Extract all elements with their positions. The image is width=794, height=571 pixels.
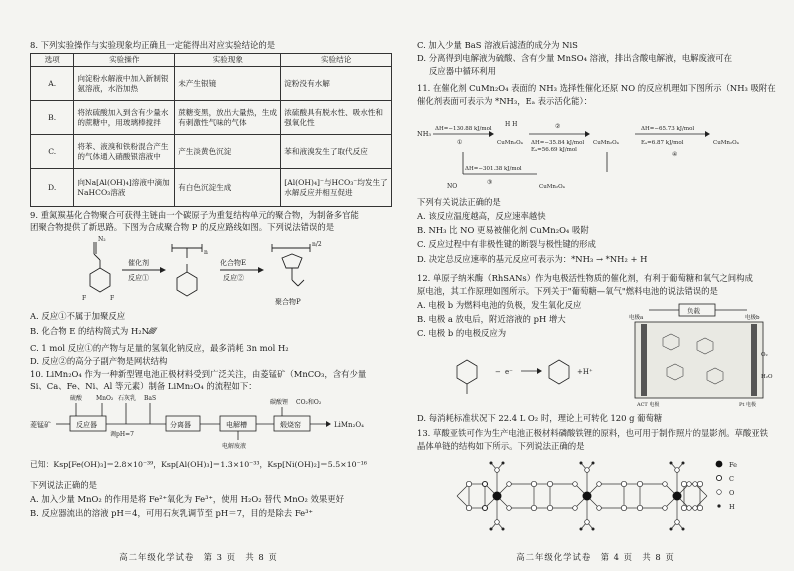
oxygen-atom bbox=[675, 468, 680, 473]
reagent-sulfuric: 硫酸 bbox=[70, 395, 83, 402]
q11-option-d: D. 决定总反应速率的基元反应可表示为：*NH₃ → *NH₂ + H bbox=[417, 254, 648, 264]
electrolyte-label: 电解废液 bbox=[222, 443, 247, 450]
product-label: 聚合物P bbox=[275, 298, 301, 306]
q11-option-c: C. 反应过程中有非极性键的断裂与极性键的形成 bbox=[417, 239, 596, 249]
carbon-atom bbox=[697, 505, 702, 510]
carbon-atom bbox=[466, 505, 471, 510]
hydrogen-atom bbox=[592, 528, 595, 531]
monomer-structure bbox=[90, 242, 110, 292]
row-conclusion: 浓硫酸具有脱水性、吸水性和强氧化性 bbox=[281, 101, 392, 135]
q10-option-b: B. 反应器流出的溶液 pH＝4，可用石灰乳调节至 pH＝7，目的是除去 Fe³⁺ bbox=[30, 508, 313, 518]
q10-option-a: A. 加入少量 MnO₂ 的作用是将 Fe²⁺氧化为 Fe³⁺，使用 H₂O₂ 替代 MnO₂ 效果更好 bbox=[30, 494, 344, 504]
step-3-label: ③ bbox=[487, 179, 493, 186]
cat-label-1: CuMn₂O₄ bbox=[497, 140, 523, 146]
oxygen-atom bbox=[663, 506, 668, 511]
step-1-label: ① bbox=[457, 139, 463, 146]
ea4-label: Eₐ=6.87 kJ/mol bbox=[641, 140, 684, 146]
minus-electron: − bbox=[495, 368, 501, 376]
oxygen-atom bbox=[687, 482, 692, 487]
hydrogen-atom bbox=[502, 528, 505, 531]
hydrogen-atom bbox=[592, 462, 595, 465]
header-operation: 实验操作 bbox=[74, 54, 175, 67]
n2-subscript-label: n/2 bbox=[312, 241, 322, 248]
carbon-atom bbox=[637, 505, 642, 510]
q12-stem-1: 12. 单原子纳米酶（RhSANs）作为电极活性物质的催化剂，有利于葡萄糖和氧气之间构成 bbox=[417, 273, 753, 283]
carbon-atom bbox=[681, 481, 686, 486]
q10-stem-2: Si、Ca、Fe、Ni、Al 等元素）制备 LiMn₂O₄ 的流程如下： bbox=[30, 381, 257, 391]
carbon-atom bbox=[637, 481, 642, 486]
catalyst-label: 催化剂 bbox=[128, 259, 149, 267]
load-label: 负载 bbox=[687, 307, 700, 315]
carbon-atom bbox=[697, 481, 702, 486]
legend-o-marker bbox=[717, 490, 722, 495]
hydrogen-atom bbox=[490, 528, 493, 531]
iron-atom bbox=[583, 492, 592, 501]
q10-stem-1: 10. LiMn₂O₄ 作为一种新型锂电池正极材料受到广泛关注，由菱锰矿（MnCO₃，含有少量 bbox=[30, 369, 367, 379]
q12-fuel-cell-diagram bbox=[627, 298, 773, 410]
product-structure bbox=[272, 244, 310, 286]
row-phenomenon: 蔗糖变黑，放出大量热，生成有刺激性气味的气体 bbox=[175, 101, 281, 135]
legend-fe-marker bbox=[716, 461, 723, 468]
hplus-label: +H⁺ bbox=[577, 368, 593, 376]
pt-electrode-label: Pt 电极 bbox=[739, 402, 756, 408]
q12-stem-2: 原电池，其工作原理如图所示。下列关于"葡萄糖—氧气"燃料电池的说法错误的是 bbox=[417, 286, 718, 296]
hydrogen-atom bbox=[670, 462, 673, 465]
reaction-arrow-head bbox=[537, 368, 542, 374]
chain-atoms bbox=[466, 462, 702, 531]
reactor-label: 反应器 bbox=[76, 421, 97, 429]
legend-o-label: O bbox=[729, 489, 735, 497]
row-operation: 将苯、液溴和铁粉混合产生的气体通入硝酸银溶液中 bbox=[74, 135, 175, 169]
oxygen-atom bbox=[693, 506, 698, 511]
cat-label-3: CuMn₂O₄ bbox=[539, 184, 565, 190]
carbon-atom bbox=[547, 505, 552, 510]
table-row bbox=[31, 169, 392, 207]
q11-option-a: A. 该反应温度越高，反应速率越快 bbox=[417, 211, 546, 221]
q12-option-a: A. 电极 b 为燃料电池的负极，发生氧化反应 bbox=[417, 300, 582, 310]
row-conclusion: [Al(OH)₄]⁻与HCO₃⁻均发生了水解反应并相互促进 bbox=[281, 169, 392, 207]
oxygen-atom bbox=[597, 506, 602, 511]
hydrogen-atom bbox=[682, 528, 685, 531]
step1-label: 反应① bbox=[128, 274, 149, 282]
oxygen-atom bbox=[573, 482, 578, 487]
hydrogen-atom bbox=[682, 462, 685, 465]
table-row bbox=[31, 67, 392, 101]
oxygen-atom bbox=[693, 482, 698, 487]
row-phenomenon: 未产生银镜 bbox=[175, 67, 281, 101]
q9-option-d: D. 反应②的高分子副产物是网状结构 bbox=[30, 356, 168, 366]
row-operation: 向淀粉水解液中加入新制银氨溶液，水浴加热 bbox=[74, 67, 175, 101]
oxygen-atom bbox=[675, 520, 680, 525]
electron-label: e⁻ bbox=[505, 368, 513, 376]
table-row bbox=[31, 101, 392, 135]
calciner-label: 煅烧窑 bbox=[280, 421, 301, 429]
mechanism-arrow-head bbox=[705, 131, 710, 137]
hydrogen-atom bbox=[502, 462, 505, 465]
q9-option-b: B. 化合物 E 的结构简式为 H₂N⁄⁄⁄⁄⁄ bbox=[30, 326, 156, 336]
row-conclusion: 苯和液溴发生了取代反应 bbox=[281, 135, 392, 169]
n2-label: N₂ bbox=[98, 236, 106, 243]
row-phenomenon: 有白色沉淀生成 bbox=[175, 169, 281, 207]
oxygen-atom bbox=[483, 482, 488, 487]
q13-stem-1: 13. 草酸亚铁可作为生产电池正极材料磷酸铁锂的原料，也可用于制作照片的显影剂。草酸亚铁 bbox=[417, 428, 768, 438]
oxygen-atom bbox=[663, 482, 668, 487]
header-conclusion: 实验结论 bbox=[281, 54, 392, 67]
oxygen-atom bbox=[495, 520, 500, 525]
q8-stem: 8. 下列实验操作与实验现象均正确且一定能得出对应实验结论的是 bbox=[30, 40, 276, 50]
header-option: 选项 bbox=[31, 54, 74, 67]
carbon-atom bbox=[531, 481, 536, 486]
oxygen-atom bbox=[585, 468, 590, 473]
oxygen-atom bbox=[483, 506, 488, 511]
mechanism-arrow-head bbox=[585, 131, 590, 137]
q10-option-d-1: D. 分离得到电解液为硫酸、含有少量 MnSO₄ 溶液，排出含酸电解液，电解废液可在 bbox=[417, 53, 732, 63]
iron-atom bbox=[493, 492, 502, 501]
row-conclusion: 淀粉没有水解 bbox=[281, 67, 392, 101]
q10-ksp: 已知：Ksp[Fe(OH)₃]＝2.8×10⁻³⁹，Ksp[Al(OH)₃]＝1.3×10⁻³³，Ksp[Ni(OH)₂]＝5.5×10⁻¹⁶ bbox=[30, 460, 367, 469]
oxygen-atom bbox=[507, 506, 512, 511]
hydrogen-atom bbox=[670, 528, 673, 531]
reagent-mno2: MnO₂ bbox=[96, 395, 114, 402]
oxygen-atom bbox=[687, 506, 692, 511]
q12-option-b: B. 电极 a 放电后，附近溶液的 pH 增大 bbox=[417, 314, 566, 324]
cell-container bbox=[635, 322, 763, 398]
electrode-b-label: 电极b bbox=[745, 315, 760, 321]
header-phenomenon: 实验现象 bbox=[175, 54, 281, 67]
row-option: C. bbox=[31, 135, 74, 169]
q11-mechanism-diagram bbox=[417, 112, 773, 192]
hydrogen-atom bbox=[580, 462, 583, 465]
q8-table-wrap bbox=[30, 53, 388, 207]
row-phenomenon: 产生淡黄色沉淀 bbox=[175, 135, 281, 169]
electrolyzer-label: 电解槽 bbox=[226, 421, 247, 429]
q8-table bbox=[30, 53, 392, 207]
ea2-label: Eₐ=56.69 kJ/mol bbox=[531, 147, 577, 153]
electrode-a-label: 电极a bbox=[629, 315, 644, 321]
n-label: n bbox=[204, 249, 208, 256]
row-operation: 向Na[Al(OH)₄]溶液中滴加NaHCO₃溶液 bbox=[74, 169, 175, 207]
oxygen-atom bbox=[585, 520, 590, 525]
q11-option-b: B. NH₃ 比 NO 更易被催化剂 CuMn₂O₄ 吸附 bbox=[417, 225, 589, 235]
carbon-atom bbox=[547, 481, 552, 486]
calciner-input-gas: CO₂和O₂ bbox=[296, 399, 322, 406]
q10-process-flow bbox=[30, 394, 380, 450]
q9-reaction-scheme bbox=[60, 234, 340, 306]
nh3-label: NH₃ bbox=[417, 130, 431, 138]
reagent-bas: BaS bbox=[144, 395, 157, 402]
cat-label-2: CuMn₂O₄ bbox=[593, 140, 619, 146]
row-operation: 将浓硫酸加入到含有少量水的蔗糖中，用玻璃棒搅拌 bbox=[74, 101, 175, 135]
legend-fe-label: Fe bbox=[729, 461, 738, 469]
q10-option-d-2: 反应器中循环利用 bbox=[429, 66, 496, 76]
legend-h-label: H bbox=[729, 503, 735, 511]
row-option: D. bbox=[31, 169, 74, 207]
row-option: A. bbox=[31, 67, 74, 101]
oxygen-atom bbox=[495, 468, 500, 473]
q11-question: 下列有关说法正确的是 bbox=[417, 197, 501, 207]
reactant-structure bbox=[457, 360, 477, 394]
separator-label: 分离器 bbox=[170, 421, 191, 429]
q11-stem-1: 11. 在催化剂 CuMn₂O₄ 表面的 NH₃ 选择性催化还原 NO 的反应机理如下图所示（NH₃ 吸附在 bbox=[417, 83, 776, 93]
oxygen-atom bbox=[573, 506, 578, 511]
q9-stem-2: 团聚合物提供了新思路。下图为合成聚合物 P 的反应路线如图。下列说法错误的是 bbox=[30, 222, 335, 232]
no-label: NO bbox=[447, 183, 458, 190]
q12-option-c: C. 电极 b 的电极反应为 bbox=[417, 328, 507, 338]
q9-option-a: A. 反应①不属于加聚反应 bbox=[30, 311, 126, 321]
hydrogen-atom bbox=[490, 462, 493, 465]
carbon-atom bbox=[621, 481, 626, 486]
q11-stem-2: 催化剂表面可表示为 *NH₃，Eₐ 表示活化能）： bbox=[417, 96, 593, 106]
arrow-step1-head bbox=[160, 267, 166, 273]
f-label-1: F bbox=[82, 295, 87, 302]
carbon-atom bbox=[466, 481, 471, 486]
row-option: B. bbox=[31, 101, 74, 135]
step-2-label: ② bbox=[555, 123, 561, 130]
q9-option-c: C. 1 mol 反应①的产物与足量的氢氧化钠反应，最多消耗 3n mol H₂ bbox=[30, 343, 289, 353]
dh3-label: ΔH=−301.38 kJ/mol bbox=[465, 166, 522, 172]
carbon-atom bbox=[681, 505, 686, 510]
arrow-step2-head bbox=[258, 267, 264, 273]
legend-c-marker bbox=[716, 475, 721, 480]
cat-label-4: CuMn₂O₄ bbox=[713, 140, 739, 146]
carbon-atom bbox=[621, 505, 626, 510]
ore-label: 菱锰矿 bbox=[30, 421, 51, 429]
ph-label: 调pH=7 bbox=[110, 431, 134, 438]
legend-h-marker bbox=[717, 504, 720, 507]
reagent-lime: 石灰乳 bbox=[118, 395, 137, 402]
final-product-label: LiMn₂O₄ bbox=[334, 421, 364, 429]
legend-c-label: C bbox=[729, 475, 734, 483]
h-atoms-1: H H bbox=[505, 121, 518, 128]
electrode-b-plate bbox=[751, 324, 757, 396]
dh1-label: ΔH=−130.88 kJ/mol bbox=[435, 126, 492, 132]
dh2-label: ΔH=−35.84 kJ/mol bbox=[531, 140, 585, 146]
act-electrode-label: ACT 电极 bbox=[637, 402, 660, 408]
q10-question: 下列说法正确的是 bbox=[30, 480, 97, 490]
q12-electrode-reaction bbox=[437, 344, 617, 404]
flow-arrow-head bbox=[326, 421, 331, 427]
carbon-atom bbox=[531, 505, 536, 510]
q10-option-c: C. 加入少量 BaS 溶液后滤渣的成分为 NiS bbox=[417, 40, 578, 50]
q12-option-d: D. 每消耗标准状况下 22.4 L O₂ 时，理论上可转化 120 g 葡萄糖 bbox=[417, 413, 663, 423]
calciner-input-li2co3: 碳酸锂 bbox=[270, 399, 289, 406]
page-footer-4: 高二年级化学试卷 第 4 页 共 8 页 bbox=[516, 551, 675, 562]
f-label-2: F bbox=[110, 295, 115, 302]
q9-stem-1: 9. 重氮羰基化合物聚合可获得主链由一个碳原子为重复结构单元的聚合物，为制备多官能 bbox=[30, 210, 359, 220]
hydrogen-atom bbox=[580, 528, 583, 531]
page-4 bbox=[397, 0, 794, 571]
dh4-label: ΔH=−65.73 kJ/mol bbox=[641, 126, 695, 132]
h2o-label: H₂O bbox=[761, 374, 773, 380]
o2-label: O₂ bbox=[761, 352, 768, 358]
page-footer-3: 高二年级化学试卷 第 3 页 共 8 页 bbox=[119, 551, 278, 562]
q13-stem-2: 晶体单链的结构如下所示。下列说法正确的是 bbox=[417, 441, 585, 451]
table-header-row bbox=[31, 54, 392, 67]
oxygen-atom bbox=[507, 482, 512, 487]
step2-label: 反应② bbox=[223, 274, 244, 282]
oxygen-atom bbox=[597, 482, 602, 487]
step-4-label: ④ bbox=[672, 151, 678, 158]
table-row bbox=[31, 135, 392, 169]
iron-atom bbox=[673, 492, 682, 501]
electrode-a-plate bbox=[641, 324, 647, 396]
intermediate-structure bbox=[172, 244, 202, 296]
compound-e-label: 化合物E bbox=[220, 259, 247, 267]
product-ring-structure bbox=[549, 360, 569, 384]
q13-chain-structure bbox=[457, 456, 757, 530]
